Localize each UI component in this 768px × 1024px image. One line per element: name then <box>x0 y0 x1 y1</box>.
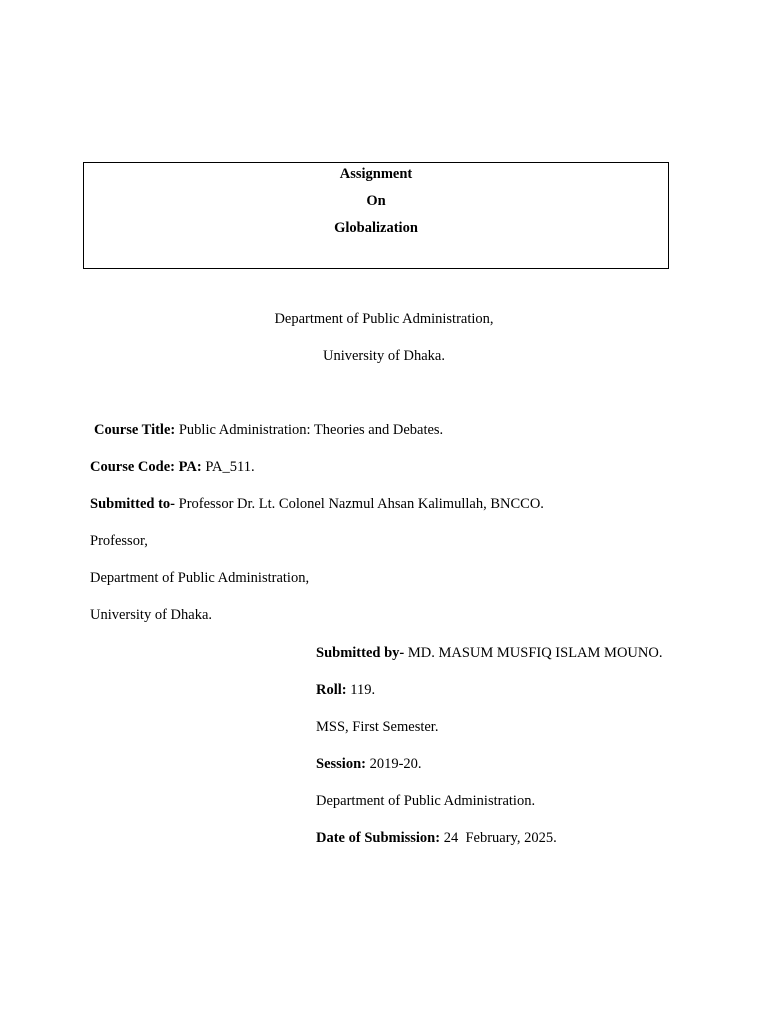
submitted-to-label: Submitted to- <box>90 496 175 512</box>
course-title-line <box>94 421 443 439</box>
submission-date-label: Date of Submission: <box>316 830 441 846</box>
submitted-to-department: Department of Public Administration, <box>90 570 310 586</box>
institution-university: University of Dhaka. <box>322 348 445 364</box>
session-value: 2019-20. <box>365 756 422 772</box>
course-code-line <box>90 458 255 476</box>
submitted-by-line <box>316 644 662 662</box>
submission-date-line <box>316 829 557 847</box>
roll-value: 119. <box>346 682 376 698</box>
institution-department: Department of Public Administration, <box>274 311 494 327</box>
submitted-by-label: Submitted by- <box>316 645 405 661</box>
title-assignment: Assignment <box>339 166 413 182</box>
submitter-department: Department of Public Administration. <box>316 793 536 809</box>
submitted-by-name: MD. MASUM MUSFIQ ISLAM MOUNO. <box>404 645 663 661</box>
title-topic: Globalization <box>334 220 418 236</box>
submission-date-value: 24 February, 2025. <box>440 830 557 846</box>
course-title-value: Public Administration: Theories and Debates. <box>175 422 444 438</box>
submitted-to-name: Professor Dr. Lt. Colonel Nazmul Ahsan Kalimullah, BNCCO. <box>175 496 544 512</box>
session-line <box>316 755 422 773</box>
course-code-value: PA_511. <box>201 459 255 475</box>
title-on: On <box>366 193 386 209</box>
submitted-to-university: University of Dhaka. <box>90 607 213 623</box>
roll-line <box>316 681 375 699</box>
title-box <box>83 162 669 269</box>
submitted-to-designation: Professor, <box>90 533 148 549</box>
course-title-label: Course Title: <box>94 422 176 438</box>
roll-label: Roll: <box>316 682 347 698</box>
course-code-label: Course Code: PA: <box>90 459 202 475</box>
program-line: MSS, First Semester. <box>316 719 439 735</box>
session-label: Session: <box>316 756 366 772</box>
submitted-to-line <box>90 495 544 513</box>
